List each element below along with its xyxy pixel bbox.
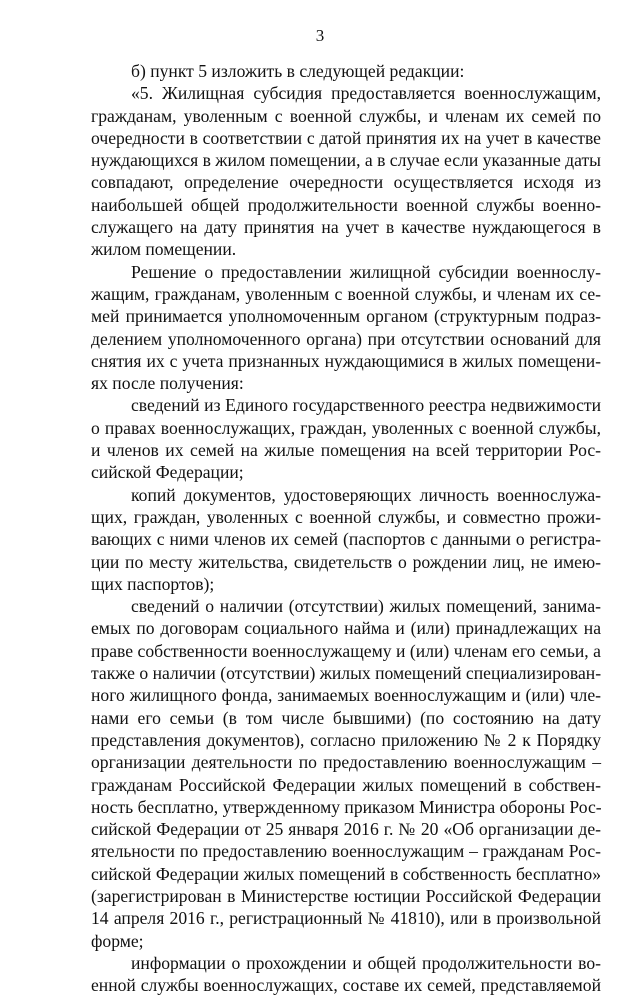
- text-line: также о наличии (отсутствии) жилых помещений специализирован-: [91, 663, 602, 684]
- text-line: 14 апреля 2016 г., регистрационный № 41810), или в произвольной: [91, 908, 601, 929]
- text-line: жащим, гражданам, уволенным с военной службы, и членам их се-: [91, 283, 601, 304]
- text-line: щих, граждан, уволенных с военной службы, и совместно прожи-: [91, 506, 601, 527]
- text-line: ятельности по предоставлению военнослужащим – гражданам Рос-: [91, 841, 601, 862]
- text-line: сийской Федерации;: [91, 462, 244, 483]
- text-line: служащего на дату принятия на учет в качестве нуждающегося в: [91, 217, 601, 238]
- text-line: емых по договорам социального найма и (или) принадлежащих на: [91, 618, 601, 639]
- text-line: ного жилищного фонда, занимаемых военнослужащим и (или) чле-: [91, 685, 601, 706]
- text-line: наибольшей общей продолжительности военной службы военно-: [91, 194, 601, 215]
- text-line: щих паспортов);: [91, 573, 215, 594]
- text-line: снятия их с учета признанных нуждающимися в жилых помещени-: [91, 350, 601, 371]
- text-line: гражданам Российской Федерации жилых помещений в собствен-: [91, 774, 601, 795]
- text-line: вающих с ними членов их семей (паспортов с данными о регистра-: [91, 529, 601, 550]
- text-line: очередности в соответствии с датой принятия их на учет в качестве: [91, 127, 601, 148]
- text-line: (зарегистрирован в Министерстве юстиции Российской Федерации: [91, 885, 601, 906]
- text-line: сведений из Единого государственного реестра недвижимости: [131, 395, 601, 416]
- text-line: енной службы военнослужащих, составе их семей, представляемой: [91, 975, 601, 996]
- text-line: «5. Жилищная субсидия предоставляется военнослужащим,: [131, 83, 601, 104]
- text-line: представления документов), согласно приложению № 2 к Порядку: [91, 729, 601, 750]
- text-line: копий документов, удостоверяющих личность военнослужа-: [131, 484, 601, 505]
- text-line: нами его семьи (в том числе бывшими) (по состоянию на дату: [91, 707, 601, 728]
- text-line: форме;: [91, 930, 144, 951]
- text-line: гражданам, уволенным с военной службы, и членам их семей по: [91, 105, 601, 126]
- text-line: мей принимается уполномоченным органом (структурным подраз-: [91, 306, 601, 327]
- text-line: ях после получения:: [91, 373, 244, 394]
- text-line: праве собственности военнослужащему и (или) членам его семьи, а: [91, 640, 601, 661]
- text-line: ции по месту жительства, свидетельств о рождении лиц, не имею-: [91, 551, 601, 572]
- text-line: информации о прохождении и общей продолжительности во-: [131, 952, 601, 973]
- text-line: б) пункт 5 изложить в следующей редакции:: [131, 61, 465, 81]
- page-number: 3: [315, 26, 325, 45]
- document-body: [91, 60, 601, 996]
- text-line: делением уполномоченного органа) при отсутствии оснований для: [91, 328, 601, 349]
- text-line: жилом помещении.: [91, 239, 237, 260]
- text-line: организации деятельности по предоставлению военнослужащим –: [91, 752, 601, 773]
- text-line: нуждающихся в жилом помещении, а в случае если указанные даты: [91, 150, 601, 171]
- text-line: совпадают, определение очередности осуществляется исходя из: [91, 172, 601, 193]
- text-line: сведений о наличии (отсутствии) жилых помещений, занима-: [131, 596, 601, 617]
- text-line: ность бесплатно, утвержденному приказом Министра обороны Рос-: [91, 796, 602, 817]
- text-line: о правах военнослужащих, граждан, уволенных с военной службы,: [91, 417, 601, 438]
- text-line: Решение о предоставлении жилищной субсидии военнослу-: [131, 261, 601, 282]
- text-line: и членов их семей на жилые помещения на всей территории Рос-: [91, 440, 601, 461]
- text-line: сийской Федерации жилых помещений в собственность бесплатно»: [91, 863, 601, 884]
- text-line: сийской Федерации от 25 января 2016 г. № 20 «Об организации де-: [91, 819, 601, 840]
